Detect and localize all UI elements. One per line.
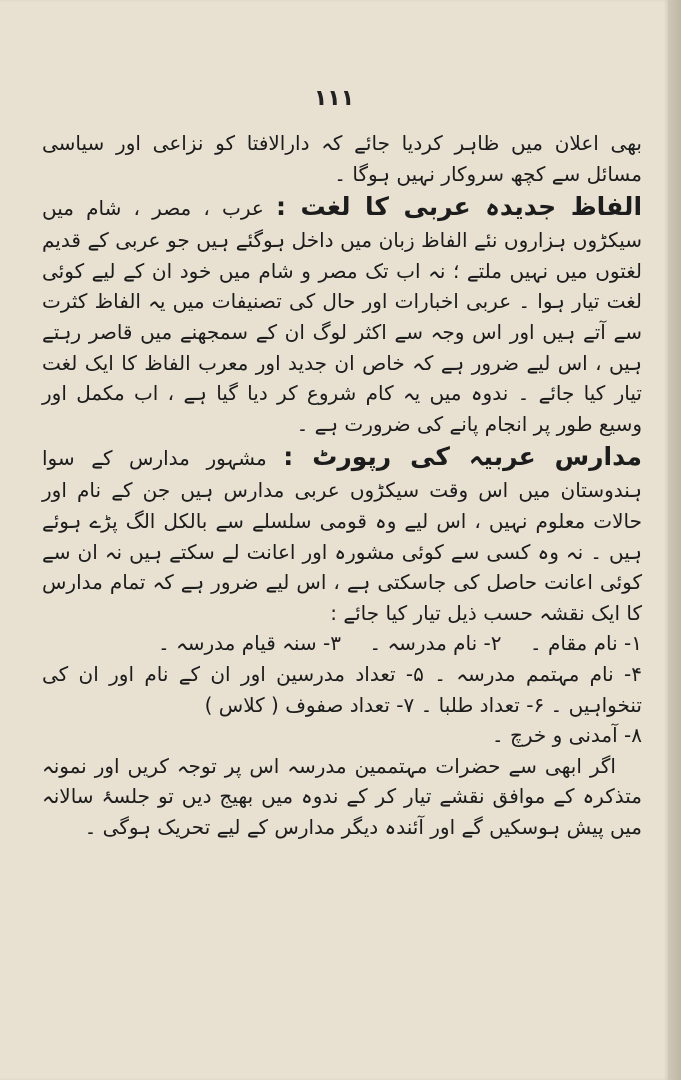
closing-paragraph: اگر ابھی سے حضرات مہتممین مدرسہ اس پر توجہ کریں اور نمونہ متذکرہ کے موافق نقشے تیار کر کے ندوہ میں بھیج دیں تو جلسۂ سالانہ میں پیش ہوسکیں گے اور آئندہ دیگر مدارس کے لیے تحریک ہوگی ۔ xyxy=(42,753,642,839)
page-edge xyxy=(668,0,681,1080)
list-item-1: ۱- نام مقام ۔ xyxy=(529,631,642,656)
section-madaris-report xyxy=(42,439,642,628)
section-text-lexicon: عرب ، مصر ، شام میں سیکڑوں ہزاروں نئے الفاظ زبان میں داخل ہوگئے ہیں جو عربی کے قدیم لغتوں میں نہیں ملتے ؛ نہ اب تک مصر و شام میں خود ان کے لیے کوئی لغت تیار ہوا ۔ عربی اخبارات اور حال کی تصنیفات میں یہ الفاظ کثرت سے آتے ہیں اور اس وجہ سے اکثر لوگ ان کے سمجھنے میں قاصر رہتے ہیں ، اس لیے ضرور ہے کہ خاص ان جدید اور معرب الفاظ کا ایک لغت تیار کیا جائے ۔ ندوہ میں یہ کام شروع کر دیا گیا ہے ، اب مکمل اور وسیع طور پر انجام پانے کی ضرورت ہے ۔ xyxy=(42,196,642,436)
section-lexicon xyxy=(42,189,642,439)
list-row-1 xyxy=(42,628,642,659)
list-item-2: ۲- نام مدرسہ ۔ xyxy=(369,631,502,656)
page-body xyxy=(42,128,642,842)
list-row-2: ۴- نام مہتمم مدرسہ ۔ ۵- تعداد مدرسین اور ان کے نام اور ان کی تنخواہیں ۔ ۶- تعداد طلبا ۔ ۷- تعداد صفوف ( کلاس ) xyxy=(42,661,642,717)
list-row-3: ۸- آمدنی و خرچ ۔ xyxy=(491,723,642,748)
section-text-madaris: مشہور مدارس کے سوا ہندوستان میں اس وقت سیکڑوں عربی مدارس ہیں جن کے نام اور حالات معلوم نہیں ، اس لیے وہ قومی سلسلے سے بالکل الگ پڑے ہوئے ہیں ۔ نہ وہ کسی سے کوئی مشورہ اور اعانت لے سکتے ہیں نہ ان سے کوئی اعانت حاصل کی جاسکتی ہے ، اس لیے ضرور ہے کہ تمام مدارس کا ایک نقشہ حسب ذیل تیار کیا جائے : xyxy=(42,446,642,625)
section-heading-madaris: مدارس عربیہ کی رپورٹ : xyxy=(283,442,643,472)
opening-paragraph: بھی اعلان میں ظاہر کردیا جائے کہ دارالافتا کو نزاعی اور سیاسی مسائل سے کچھ سروکار نہیں ہوگا ۔ xyxy=(42,131,642,186)
list-item-3: ۳- سنہ قیام مدرسہ ۔ xyxy=(157,631,342,656)
section-heading-lexicon: الفاظ جدیدہ عربی کا لغت : xyxy=(276,192,643,222)
page-number: ۱۱۱ xyxy=(313,86,355,111)
